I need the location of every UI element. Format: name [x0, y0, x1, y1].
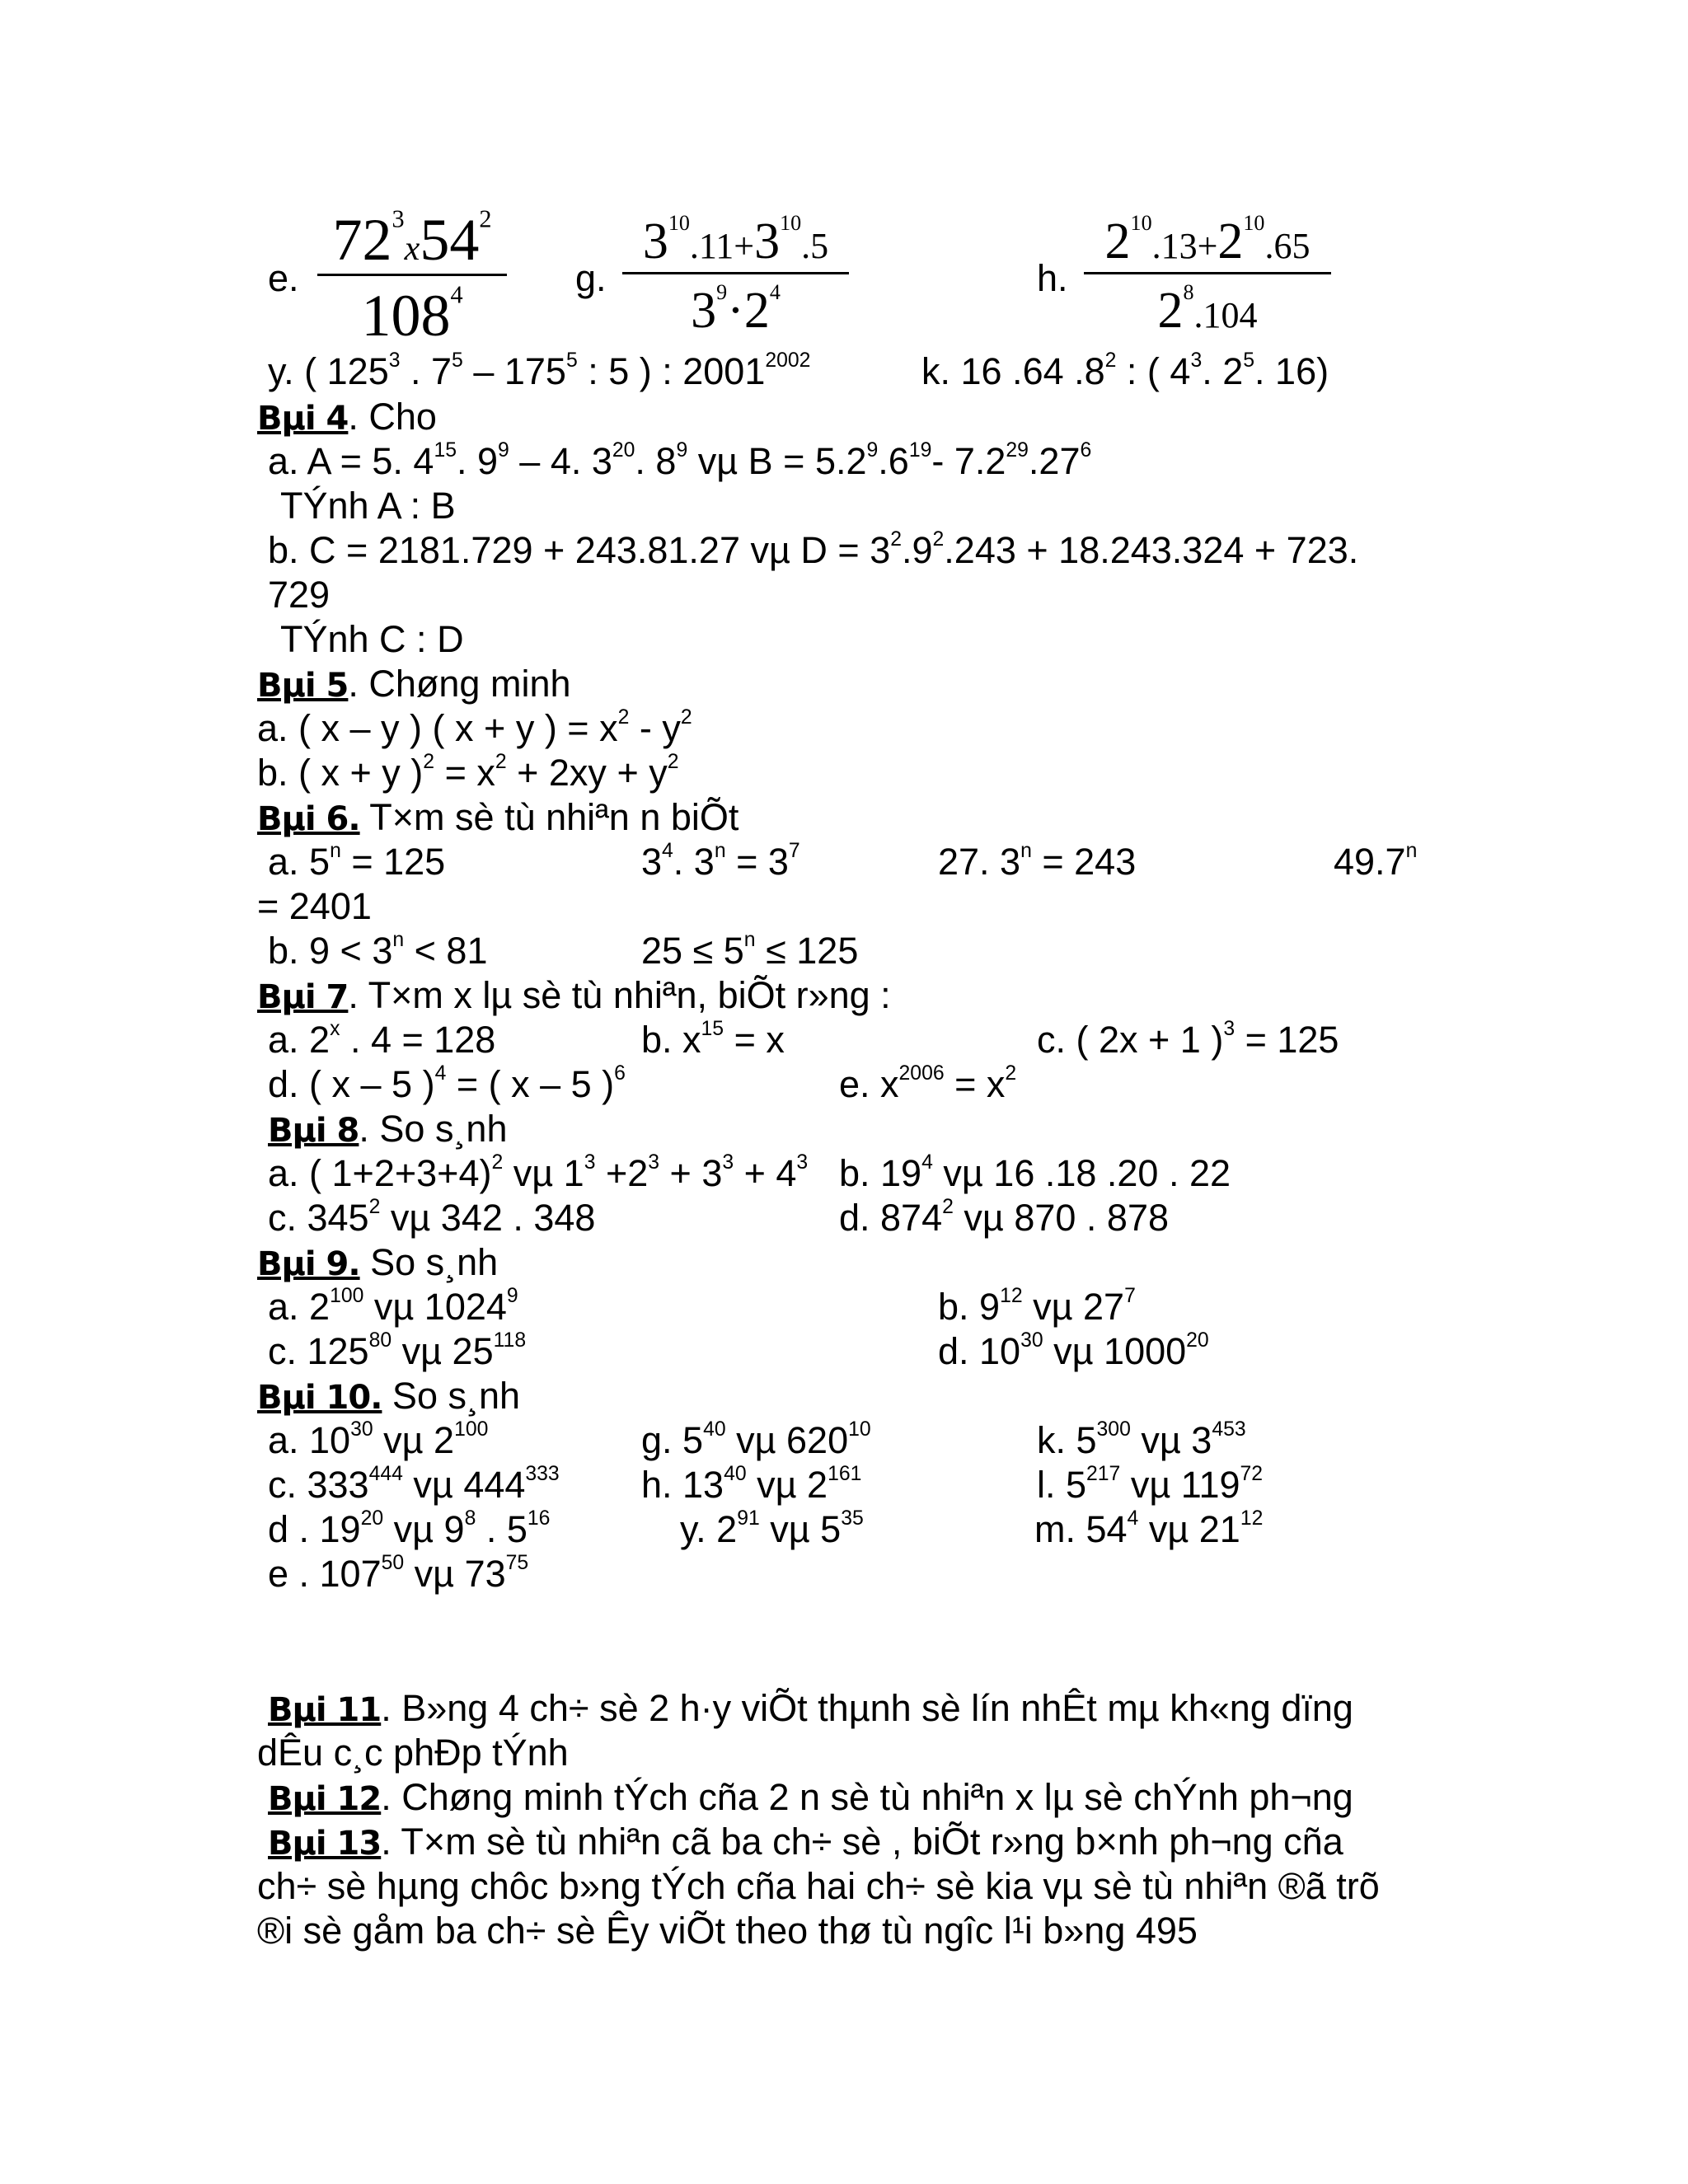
fraction-e-denominator: $108^4$ — [361, 280, 463, 349]
section-bai10-title: Bµi 10. — [257, 1379, 382, 1417]
exponent: n — [392, 928, 405, 951]
text-segment: vµ 870 . 878 — [953, 1197, 1169, 1239]
fraction-h-denominator: $2^8.104$ — [1157, 280, 1258, 339]
section-bai9-text: So s¸nh — [359, 1241, 499, 1283]
exponent: 100 — [330, 1284, 364, 1307]
section-bai7 — [257, 974, 891, 1016]
bai10-g — [641, 1418, 871, 1461]
exponent: 333 — [525, 1462, 560, 1485]
exponent: 3 — [1223, 1017, 1236, 1040]
exponent: 40 — [703, 1418, 726, 1441]
text-segment: a. 2 — [268, 1286, 331, 1328]
text-segment: 27. 3 — [938, 841, 1021, 883]
exponent: 3 — [388, 349, 401, 372]
bai4-a — [268, 438, 1092, 482]
bai6-a5: = 2401 — [257, 885, 372, 927]
exponent: 2 — [423, 750, 435, 773]
section-bai4-title: Bµi 4 — [257, 400, 349, 438]
exponent: 30 — [1020, 1329, 1043, 1352]
text-segment: ≤ 125 — [755, 930, 859, 972]
exponent: 4 — [1127, 1507, 1139, 1530]
exponent: 161 — [828, 1462, 862, 1485]
text-segment: l. 5 — [1037, 1464, 1087, 1506]
text-segment: +2 — [595, 1152, 649, 1194]
exponent: 80 — [368, 1329, 392, 1352]
text-segment: g. 5 — [641, 1419, 704, 1461]
section-bai5 — [257, 663, 571, 705]
bai9-b — [938, 1284, 1136, 1328]
text-segment: e. x — [839, 1063, 899, 1105]
exponent: 19 — [908, 438, 932, 462]
text-segment: vµ 5 — [759, 1508, 842, 1550]
text-segment: . 8 — [635, 440, 677, 482]
exponent: 2006 — [898, 1062, 945, 1085]
exponent: 29 — [1006, 438, 1029, 462]
exponent: 10 — [848, 1418, 871, 1441]
exponent: 9 — [498, 438, 509, 462]
text-segment: b. 9 < 3 — [268, 930, 393, 972]
exponent: 2 — [617, 705, 630, 729]
bai10-l — [1037, 1462, 1264, 1506]
exponent: 7 — [788, 839, 800, 862]
text-segment: a. ( x – y ) ( x + y ) = x — [257, 707, 618, 749]
text-segment: .27 — [1028, 440, 1081, 482]
text-segment: a. 2 — [268, 1019, 331, 1061]
fraction-e — [317, 204, 507, 349]
exponent: 2 — [368, 1195, 381, 1218]
text-segment: = x — [724, 1019, 785, 1061]
exponent: 16 — [527, 1507, 551, 1530]
text-segment: .9 — [902, 529, 933, 571]
section-bai6 — [257, 796, 739, 838]
bai6-a2 — [641, 839, 800, 883]
exponent: x — [330, 1017, 340, 1040]
text-segment: vµ 16 .18 .20 . 22 — [932, 1152, 1231, 1194]
bai8-b — [839, 1151, 1231, 1194]
text-segment: + 4 — [734, 1152, 797, 1194]
exponent: 20 — [1186, 1329, 1209, 1352]
text-segment: d. ( x – 5 ) — [268, 1063, 435, 1105]
exponent: n — [714, 839, 726, 862]
section-bai12-text: . Chøng minh tÝch cña 2 n sè tù nhiªn x lµ sè chÝnh ph¬ng — [381, 1776, 1353, 1818]
bai11-cont: dÊu c¸c phÐp tÝnh — [257, 1732, 569, 1774]
exponent: 3 — [584, 1151, 596, 1174]
bai6-a4 — [1334, 839, 1418, 883]
text-segment: c. 333 — [268, 1464, 369, 1506]
text-segment: vµ 2 — [746, 1464, 828, 1506]
bai7-e — [839, 1062, 1017, 1105]
exponent: 20 — [612, 438, 635, 462]
section-bai5-text: . Chøng minh — [348, 663, 571, 705]
exponent: 3 — [648, 1151, 660, 1174]
text-segment: 25 ≤ 5 — [641, 930, 744, 972]
text-segment: = 3 — [725, 841, 789, 883]
fraction-h-numerator: $2^{10}.13+2^{10}.65$ — [1104, 211, 1311, 269]
bai7-c — [1037, 1017, 1339, 1061]
bai4-a-task: TÝnh A : B — [280, 485, 456, 527]
bai8-d — [839, 1195, 1169, 1239]
section-bai13-title: Bµi 13 — [268, 1825, 382, 1863]
bai10-y — [680, 1507, 864, 1550]
section-bai13-text: . T×m sè tù nhiªn cã ba ch÷ sè , biÕt r»ng b×nh ph¬ng cña — [381, 1821, 1343, 1863]
exponent: 444 — [368, 1462, 403, 1485]
text-segment: b. C = 2181.729 + 243.81.27 vµ D = 3 — [268, 529, 891, 571]
text-segment: vµ 119 — [1120, 1464, 1240, 1506]
bai6-a1 — [268, 839, 446, 883]
exponent: 2 — [942, 1195, 954, 1218]
section-bai9-title: Bµi 9. — [257, 1245, 360, 1283]
text-segment: vµ 27 — [1022, 1286, 1125, 1328]
text-segment: 49.7 — [1334, 841, 1406, 883]
exponent: 15 — [701, 1017, 724, 1040]
section-bai5-title: Bµi 5 — [257, 667, 349, 705]
text-segment: = 243 — [1031, 841, 1137, 883]
exponent: 15 — [434, 438, 457, 462]
text-segment: d . 19 — [268, 1508, 361, 1550]
text-segment: = 125 — [1235, 1019, 1339, 1061]
exponent: 3 — [722, 1151, 734, 1174]
text-segment: vµ 73 — [404, 1553, 506, 1595]
text-segment: c. 125 — [268, 1330, 369, 1372]
exponent: n — [330, 839, 341, 862]
text-segment: vµ 620 — [725, 1419, 849, 1461]
text-segment: y. ( 125 — [268, 350, 389, 392]
bai7-a — [268, 1017, 496, 1061]
exponent: 9 — [506, 1284, 518, 1307]
text-segment: vµ 444 — [402, 1464, 526, 1506]
exponent: 2 — [890, 527, 902, 551]
bai6-b2 — [641, 928, 859, 972]
exponent: 2 — [491, 1151, 504, 1174]
exponent: 2 — [495, 750, 507, 773]
section-bai4-text: . Cho — [348, 396, 437, 438]
text-segment: .6 — [878, 440, 909, 482]
exponent: 35 — [841, 1507, 864, 1530]
text-segment: – 175 — [462, 350, 566, 392]
exponent: 4 — [921, 1151, 933, 1174]
exponent: 2002 — [765, 349, 811, 372]
exponent: 3 — [796, 1151, 809, 1174]
fraction-g-label: g. — [575, 257, 607, 299]
text-segment: = x — [944, 1063, 1006, 1105]
text-segment: b. ( x + y ) — [257, 752, 424, 794]
text-segment: vµ 2 — [373, 1419, 455, 1461]
section-bai9 — [257, 1241, 499, 1283]
text-segment: y. 2 — [680, 1508, 738, 1550]
exponent: 8 — [464, 1507, 476, 1530]
text-segment: vµ 1 — [503, 1152, 584, 1194]
fraction-e-label: e. — [268, 257, 299, 299]
exponent: 217 — [1086, 1462, 1121, 1485]
fraction-h — [1084, 206, 1331, 346]
bai7-b — [641, 1017, 785, 1061]
fraction-h-bar — [1084, 272, 1331, 274]
exponent: 40 — [724, 1462, 747, 1485]
text-segment: c. ( 2x + 1 ) — [1037, 1019, 1224, 1061]
exponent: 12 — [1240, 1507, 1264, 1530]
text-segment: - y — [629, 707, 681, 749]
fraction-g-bar — [622, 272, 849, 274]
bai5-a — [257, 705, 692, 749]
bai4-b-task: TÝnh C : D — [280, 618, 464, 660]
text-segment: . 7 — [400, 350, 452, 392]
section-bai8 — [268, 1108, 508, 1150]
bai6-a3 — [938, 839, 1137, 883]
section-bai11-title: Bµi 11 — [268, 1691, 382, 1729]
section-bai7-title: Bµi 7 — [257, 978, 349, 1016]
exponent: 3 — [1190, 349, 1203, 372]
exponent: 9 — [676, 438, 688, 462]
text-segment: b. 19 — [839, 1152, 922, 1194]
text-segment: m. 54 — [1034, 1508, 1128, 1550]
exponent: 2 — [680, 705, 692, 729]
exponent: 100 — [454, 1418, 489, 1441]
text-segment: . 2 — [1202, 350, 1244, 392]
text-segment: vµ B = 5.2 — [687, 440, 867, 482]
text-segment: + 2xy + y — [506, 752, 668, 794]
exponent: 118 — [493, 1329, 527, 1352]
exercise-y — [268, 349, 811, 392]
text-segment: .243 + 18.243.324 + 723. — [944, 529, 1359, 571]
section-bai8-text: . So s¸nh — [359, 1108, 508, 1150]
text-segment: < 81 — [404, 930, 488, 972]
text-segment: a. A = 5. 4 — [268, 440, 434, 482]
bai7-d — [268, 1062, 626, 1105]
text-segment: . 16) — [1254, 350, 1329, 392]
section-bai7-text: . T×m x lµ sè tù nhiªn, biÕt r»ng : — [348, 974, 891, 1016]
text-segment: a. 10 — [268, 1419, 351, 1461]
fraction-e-bar — [317, 274, 507, 276]
exponent: 72 — [1240, 1462, 1264, 1485]
bai8-a — [268, 1151, 809, 1194]
bai9-d — [938, 1329, 1209, 1372]
exponent: 91 — [737, 1507, 760, 1530]
bai10-a — [268, 1418, 489, 1461]
text-segment: d. 10 — [938, 1330, 1021, 1372]
text-segment: . 3 — [673, 841, 715, 883]
bai4-b-cont: 729 — [268, 574, 331, 616]
text-segment: - 7.2 — [931, 440, 1006, 482]
exponent: 7 — [1124, 1284, 1136, 1307]
text-segment: k. 5 — [1037, 1419, 1097, 1461]
text-segment: vµ 1000 — [1043, 1330, 1187, 1372]
text-segment: e . 107 — [268, 1553, 382, 1595]
section-bai11 — [268, 1687, 1353, 1729]
section-bai11-text: . B»ng 4 ch÷ sè 2 h·y viÕt thµnh sè lín nhÊt mµ kh«ng dïng — [381, 1687, 1353, 1729]
section-bai10 — [257, 1375, 521, 1417]
exponent: 2 — [1005, 1062, 1017, 1085]
exponent: 5 — [565, 349, 578, 372]
bai13-cont1: ch÷ sè hµng chôc b»ng tÝch cña hai ch÷ sè kia vµ sè tù nhiªn ®ã trõ — [257, 1865, 1380, 1907]
bai8-c — [268, 1195, 596, 1239]
text-segment: a. 5 — [268, 841, 331, 883]
text-segment: : ( 4 — [1116, 350, 1191, 392]
text-segment: vµ 342 . 348 — [380, 1197, 596, 1239]
exponent: 2 — [1104, 349, 1117, 372]
bai9-c — [268, 1329, 527, 1372]
section-bai6-text: T×m sè tù nhiªn n biÕt — [359, 796, 739, 838]
text-segment: b. x — [641, 1019, 701, 1061]
exponent: 20 — [360, 1507, 384, 1530]
exponent: 300 — [1096, 1418, 1131, 1441]
text-segment: = 125 — [340, 841, 446, 883]
exponent: n — [743, 928, 756, 951]
text-segment: b. 9 — [938, 1286, 1001, 1328]
exponent: 5 — [1243, 349, 1255, 372]
text-segment: – 4. 3 — [509, 440, 612, 482]
text-segment: d. 874 — [839, 1197, 943, 1239]
exercise-k — [921, 349, 1329, 392]
section-bai4 — [257, 396, 437, 438]
exponent: 6 — [614, 1062, 626, 1085]
exponent: 12 — [1000, 1284, 1023, 1307]
bai10-d — [268, 1507, 551, 1550]
text-segment: = ( x – 5 ) — [446, 1063, 615, 1105]
section-bai10-text: So s¸nh — [382, 1375, 521, 1417]
fraction-g — [622, 206, 849, 346]
bai10-c — [268, 1462, 560, 1506]
bai6-b1 — [268, 928, 488, 972]
section-bai13 — [268, 1821, 1343, 1863]
bai5-b — [257, 750, 679, 794]
text-segment: vµ 25 — [392, 1330, 494, 1372]
bai10-k — [1037, 1418, 1246, 1461]
bai4-b — [268, 527, 1359, 571]
section-bai8-title: Bµi 8 — [268, 1112, 359, 1150]
exponent: 2 — [932, 527, 945, 551]
text-segment: 3 — [641, 841, 663, 883]
text-segment: a. ( 1+2+3+4) — [268, 1152, 492, 1194]
text-segment: k. 16 .64 .8 — [921, 350, 1105, 392]
text-segment: + 3 — [659, 1152, 723, 1194]
text-segment: . 5 — [476, 1508, 528, 1550]
text-segment: vµ 21 — [1138, 1508, 1240, 1550]
text-segment: h. 13 — [641, 1464, 724, 1506]
section-bai12 — [268, 1776, 1353, 1818]
text-segment: . 4 = 128 — [340, 1019, 496, 1061]
fraction-h-label: h. — [1037, 257, 1068, 299]
bai10-e — [268, 1551, 529, 1595]
text-segment: vµ 3 — [1130, 1419, 1212, 1461]
text-segment: : 5 ) : 2001 — [577, 350, 766, 392]
section-bai6-title: Bµi 6. — [257, 800, 360, 838]
exponent: 4 — [662, 839, 673, 862]
exponent: 4 — [434, 1062, 447, 1085]
text-segment: vµ 1024 — [363, 1286, 507, 1328]
fraction-g-denominator: $3^9\cdot 2^4$ — [691, 280, 781, 339]
bai13-cont2: ®i sè gåm ba ch÷ sè Êy viÕt theo thø tù ngîc l¹i b»ng 495 — [257, 1910, 1198, 1952]
section-bai12-title: Bµi 12 — [268, 1780, 382, 1818]
exponent: n — [1020, 839, 1032, 862]
exponent: 6 — [1080, 438, 1092, 462]
text-segment: vµ 9 — [383, 1508, 465, 1550]
exponent: 5 — [452, 349, 463, 372]
fraction-e-numerator: $72^3x54^2$ — [332, 204, 492, 273]
bai10-h — [641, 1462, 862, 1506]
text-segment: = x — [434, 752, 495, 794]
exponent: 453 — [1212, 1418, 1246, 1441]
exponent: 50 — [381, 1551, 405, 1574]
text-segment: . 9 — [456, 440, 499, 482]
exponent: 2 — [667, 750, 679, 773]
bai9-a — [268, 1284, 518, 1328]
fraction-g-numerator: $3^{10}.11+3^{10}.5$ — [642, 211, 829, 269]
exponent: n — [1405, 839, 1418, 862]
text-segment: c. 345 — [268, 1197, 369, 1239]
exponent: 75 — [505, 1551, 529, 1574]
exponent: 30 — [350, 1418, 373, 1441]
bai10-m — [1034, 1507, 1264, 1550]
exponent: 9 — [866, 438, 879, 462]
